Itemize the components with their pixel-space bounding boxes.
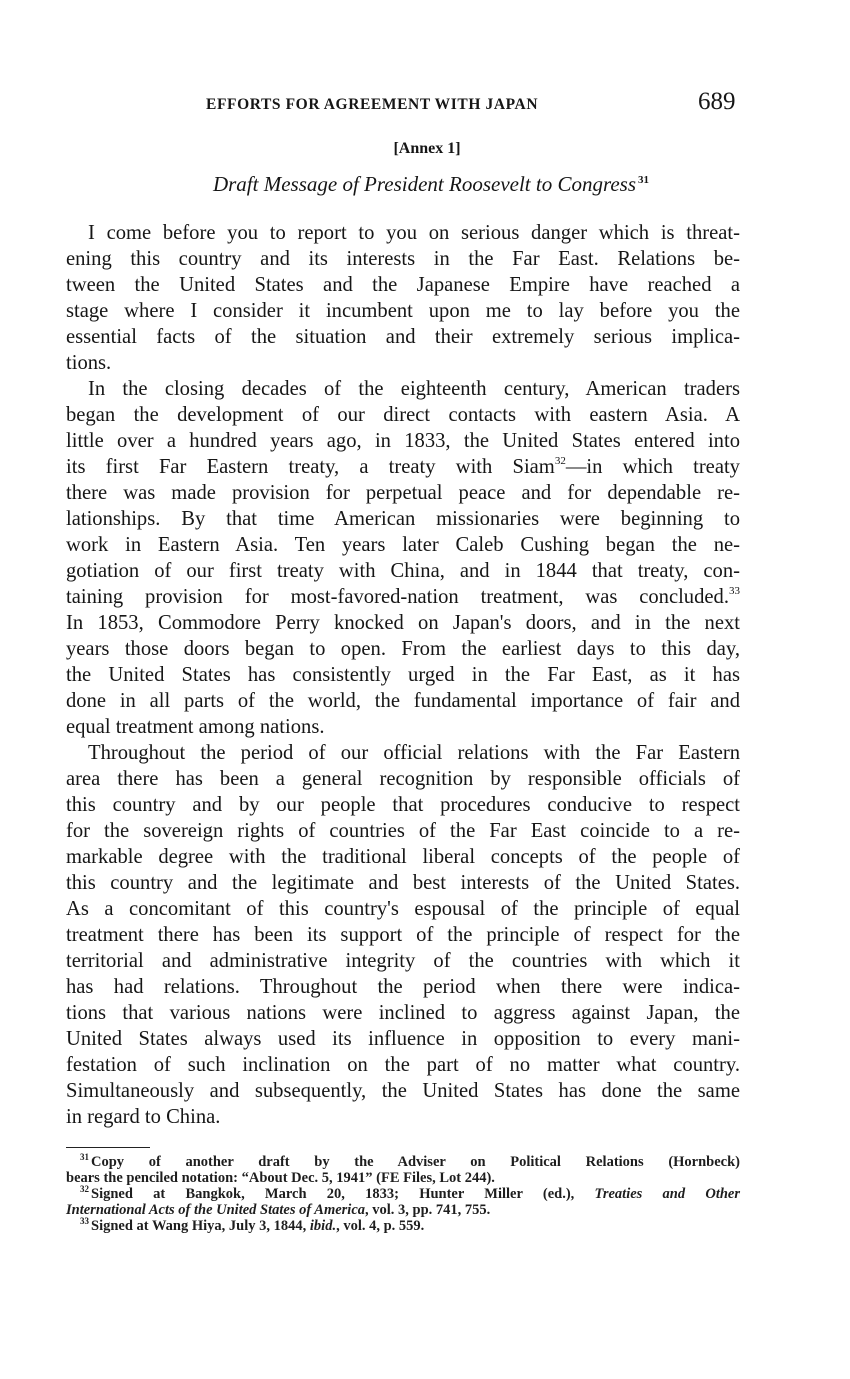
text-line: gotiation of our first treaty with China, and in 1844 that treaty, con- bbox=[66, 560, 740, 582]
running-header bbox=[0, 88, 850, 122]
text-line: area there has been a general recognition by responsible officials of bbox=[66, 768, 740, 790]
page-number: 689 bbox=[698, 88, 736, 115]
text-line: essential facts of the situation and their extremely serious implica- bbox=[66, 326, 740, 348]
footnote-text: Signed at Wang Hiya, July 3, 1844, bbox=[91, 1218, 310, 1234]
text-line: treatment there has been its support of the principle of respect for the bbox=[66, 924, 740, 946]
footnote-italic-text: International Acts of the United States of America bbox=[66, 1202, 366, 1218]
footnote-33 bbox=[66, 1218, 740, 1234]
footnote-italic-text: ibid. bbox=[309, 1218, 337, 1234]
footnote-mark: 32 bbox=[80, 1184, 89, 1194]
text-line: territorial and administrative integrity of the countries with which it bbox=[66, 950, 740, 972]
footnotes bbox=[66, 1154, 740, 1234]
footnote-text: Copy of another draft by the Adviser on Political Relations (Hornbeck) bbox=[91, 1154, 740, 1170]
annex-label: [Annex 1] bbox=[393, 140, 461, 157]
footnote-ref-32: 32 bbox=[554, 455, 566, 467]
text-line: festation of such inclination on the part of no matter what country. bbox=[66, 1054, 740, 1076]
text-line: United States always used its influence in opposition to every mani- bbox=[66, 1028, 740, 1050]
footnote-text: Signed at Bangkok, March 20, 1833; Hunter Miller (ed.), bbox=[91, 1186, 595, 1202]
text-line: lationships. By that time American missionaries were beginning to bbox=[66, 508, 740, 530]
footnote-mark: 31 bbox=[80, 1152, 89, 1162]
footnote-line bbox=[66, 1202, 740, 1218]
running-title: EFFORTS FOR AGREEMENT WITH JAPAN bbox=[206, 96, 539, 113]
footnote-ref-33: 33 bbox=[729, 585, 740, 597]
text-line: Simultaneously and subsequently, the United States has done the same bbox=[66, 1080, 740, 1102]
text-segment: its first Far Eastern treaty, a treaty with Siam bbox=[66, 456, 555, 478]
text-line: for the sovereign rights of countries of the Far East coincide to a re- bbox=[66, 820, 740, 842]
text-line: markable degree with the traditional liberal concepts of the people of bbox=[66, 846, 740, 868]
text-line: began the development of our direct contacts with eastern Asia. A bbox=[66, 404, 740, 426]
body-text bbox=[66, 220, 740, 1130]
text-line: work in Eastern Asia. Ten years later Caleb Cushing began the ne- bbox=[66, 534, 740, 556]
text-line: In 1853, Commodore Perry knocked on Japan's doors, and in the next bbox=[66, 612, 740, 634]
message-title-text: Draft Message of President Roosevelt to Congress bbox=[212, 172, 637, 196]
text-line: tween the United States and the Japanese Empire have reached a bbox=[66, 274, 740, 296]
text-line: tions that various nations were inclined to aggress against Japan, the bbox=[66, 1002, 740, 1024]
text-line: equal treatment among nations. bbox=[66, 716, 325, 738]
footnote-text: , vol. 3, pp. 741, 755. bbox=[365, 1202, 491, 1218]
footnote-ref-31: 31 bbox=[638, 174, 650, 186]
text-line: ening this country and its interests in the Far East. Relations be- bbox=[66, 248, 740, 270]
text-line: years those doors began to open. From the earliest days to this day, bbox=[66, 638, 740, 660]
text-line: In the closing decades of the eighteenth century, American traders bbox=[88, 378, 740, 400]
footnote-divider bbox=[66, 1147, 150, 1148]
text-line: As a concomitant of this country's espousal of the principle of equal bbox=[66, 898, 740, 920]
text-line: this country and by our people that procedures conducive to respect bbox=[66, 794, 740, 816]
text-line: this country and the legitimate and best interests of the United States. bbox=[66, 872, 740, 894]
message-title bbox=[0, 172, 850, 197]
text-segment: —in which treaty bbox=[565, 456, 740, 478]
footnote-32 bbox=[66, 1186, 740, 1202]
text-line: tions. bbox=[66, 352, 112, 374]
text-line bbox=[66, 454, 740, 480]
footnote-mark: 33 bbox=[80, 1216, 89, 1226]
text-line: Throughout the period of our official relations with the Far Eastern bbox=[88, 742, 740, 764]
footnote-text: , vol. 4, p. 559. bbox=[336, 1218, 425, 1234]
footnote-italic-text: Treaties and Other bbox=[594, 1186, 740, 1202]
text-line: little over a hundred years ago, in 1833, the United States entered into bbox=[66, 430, 740, 452]
text-line: in regard to China. bbox=[66, 1106, 221, 1128]
text-line: there was made provision for perpetual peace and for dependable re- bbox=[66, 482, 740, 504]
text-segment: taining provision for most-favored-nation treatment, was concluded. bbox=[66, 586, 729, 608]
text-line bbox=[66, 584, 740, 610]
text-line: the United States has consistently urged in the Far East, as it has bbox=[66, 664, 740, 686]
text-line: I come before you to report to you on serious danger which is threat- bbox=[88, 222, 740, 244]
footnote-line: bears the penciled notation: “About Dec. 5, 1941” (FE Files, Lot 244). bbox=[66, 1170, 495, 1186]
footnote-31 bbox=[66, 1154, 740, 1170]
text-line: stage where I consider it incumbent upon me to lay before you the bbox=[66, 300, 740, 322]
text-line: has had relations. Throughout the period when there were indica- bbox=[66, 976, 740, 998]
text-line: done in all parts of the world, the fundamental importance of fair and bbox=[66, 690, 740, 712]
